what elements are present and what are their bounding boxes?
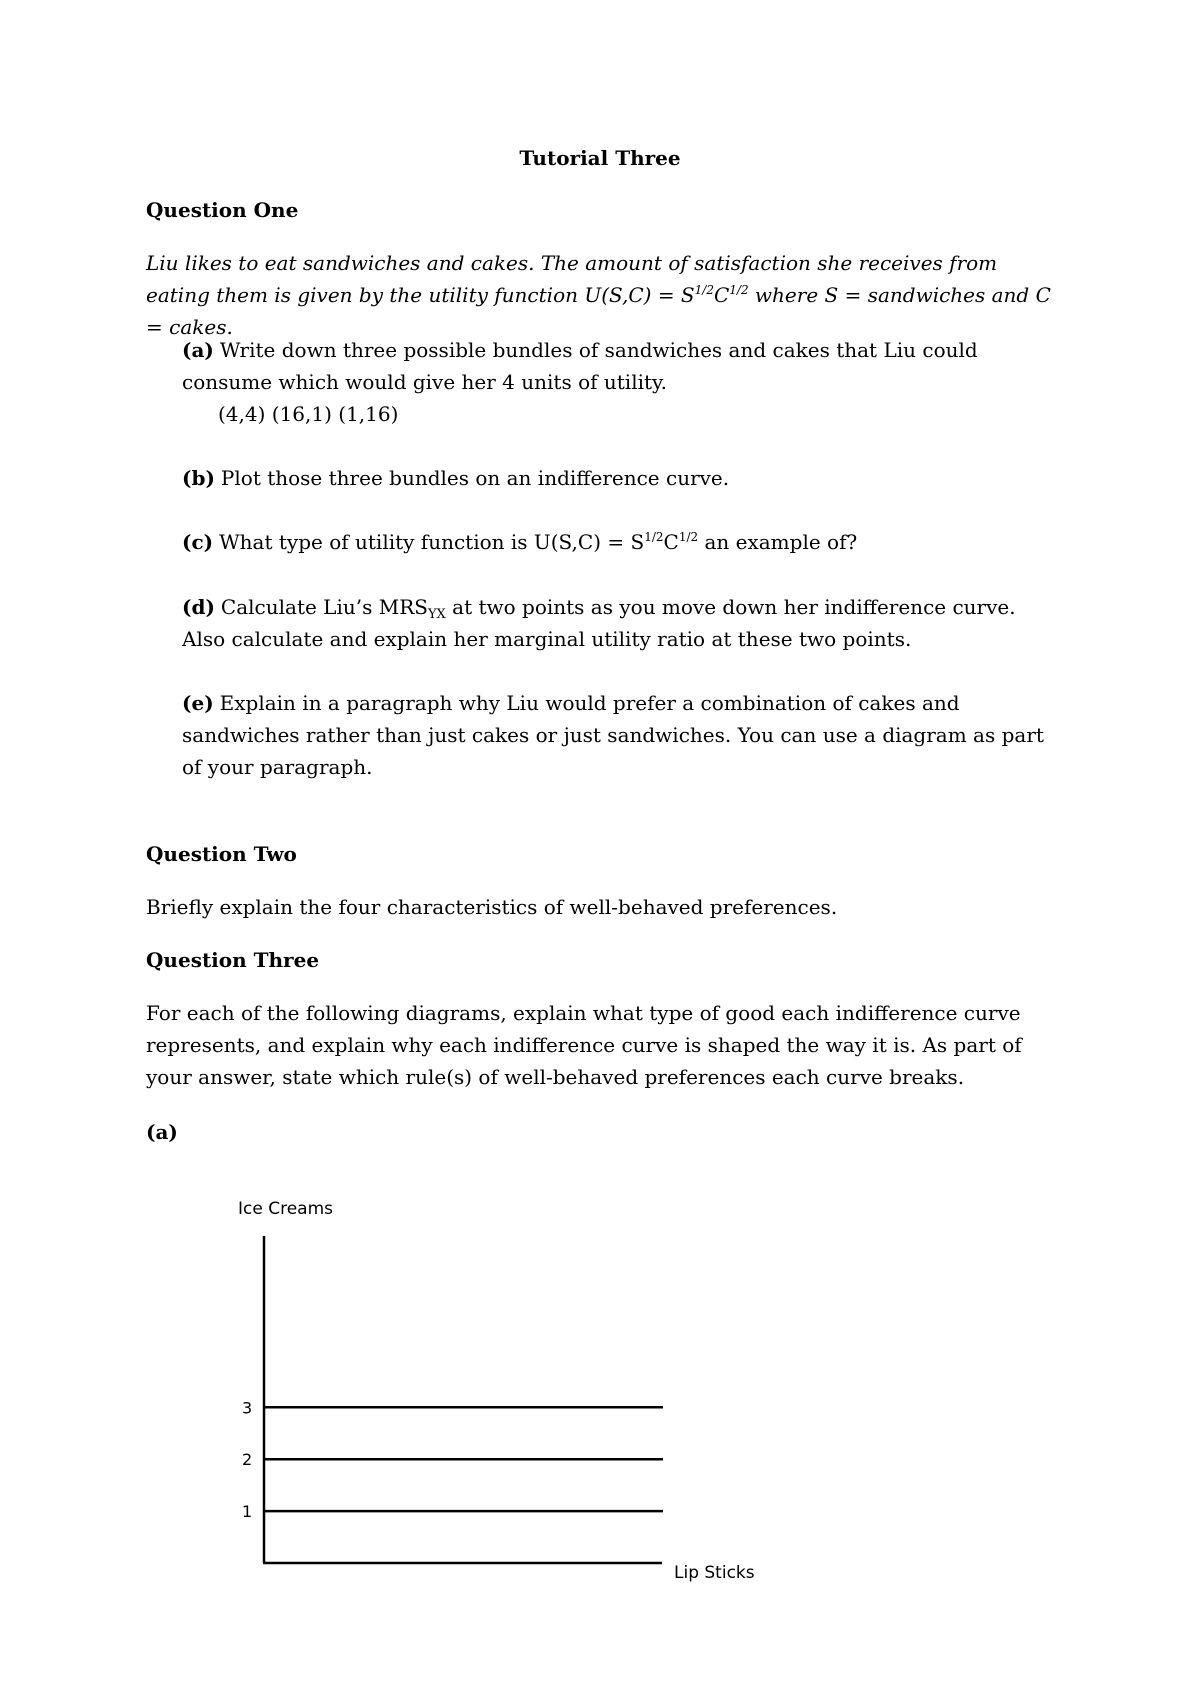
- intro-exponent-2: 1/2: [729, 283, 749, 297]
- part-d-subscript: YX: [427, 607, 446, 622]
- question-three-text: For each of the following diagrams, explain what type of good each indifference curve represents, and explain why each indifference curve is shaped the way it is. As part of your answer, state which rule(s) of well-behaved preferences each curve breaks.: [146, 1001, 1022, 1089]
- part-c-text-2: an example of?: [698, 530, 858, 554]
- part-c-text-mid: C: [663, 530, 679, 554]
- part-e-text: Explain in a paragraph why Liu would prefer a combination of cakes and sandwiches rather than just cakes or just sandwiches. You can use a diagram as part of your paragraph.: [182, 691, 1044, 779]
- part-c-exponent-2: 1/2: [678, 530, 699, 544]
- part-a-label: (a): [182, 338, 214, 362]
- intro-exponent-1: 1/2: [694, 283, 714, 297]
- y-tick-label-3: 3: [242, 1398, 253, 1418]
- question-one-heading: Question One: [146, 198, 299, 222]
- intro-text-mid: C: [713, 283, 730, 307]
- part-d-text-1: Calculate Liu’s MRS: [220, 595, 428, 619]
- part-c-text-1: What type of utility function is U(S,C) = S: [219, 530, 645, 554]
- question-two-text: Briefly explain the four characteristics of well-behaved preferences.: [146, 895, 838, 919]
- part-e-label: (e): [182, 691, 214, 715]
- part-b-text: Plot those three bundles on an indifference curve.: [220, 466, 730, 490]
- question-two-heading: Question Two: [146, 842, 297, 866]
- x-axis-label: Lip Sticks: [674, 1563, 755, 1583]
- intro-text-1: Liu likes to eat sandwiches and cakes. The amount of satisfaction she receives from eating them is given by the utility function U(S,C) = S: [146, 251, 998, 307]
- intro-text-2: where S = sandwiches and C = cakes.: [146, 283, 1051, 339]
- question-three-part-a-label: (a): [146, 1120, 178, 1144]
- part-a-text: Write down three possible bundles of sandwiches and cakes that Liu could consume which would give her 4 units of utility.: [182, 338, 978, 394]
- part-b-label: (b): [182, 466, 215, 490]
- question-three-heading: Question Three: [146, 948, 320, 972]
- y-axis-label: Ice Creams: [238, 1199, 334, 1219]
- part-d-text-2: at two points as you move down her indifference curve. Also calculate and explain her marginal utility ratio at these two points.: [182, 595, 1016, 651]
- part-d-label: (d): [182, 595, 215, 619]
- page-title: Tutorial Three: [519, 146, 681, 170]
- y-tick-label-2: 2: [242, 1450, 253, 1470]
- part-a-answer: (4,4) (16,1) (1,16): [218, 402, 399, 426]
- part-c-exponent-1: 1/2: [644, 530, 664, 544]
- y-tick-label-1: 1: [242, 1502, 253, 1522]
- part-c-label: (c): [182, 530, 214, 554]
